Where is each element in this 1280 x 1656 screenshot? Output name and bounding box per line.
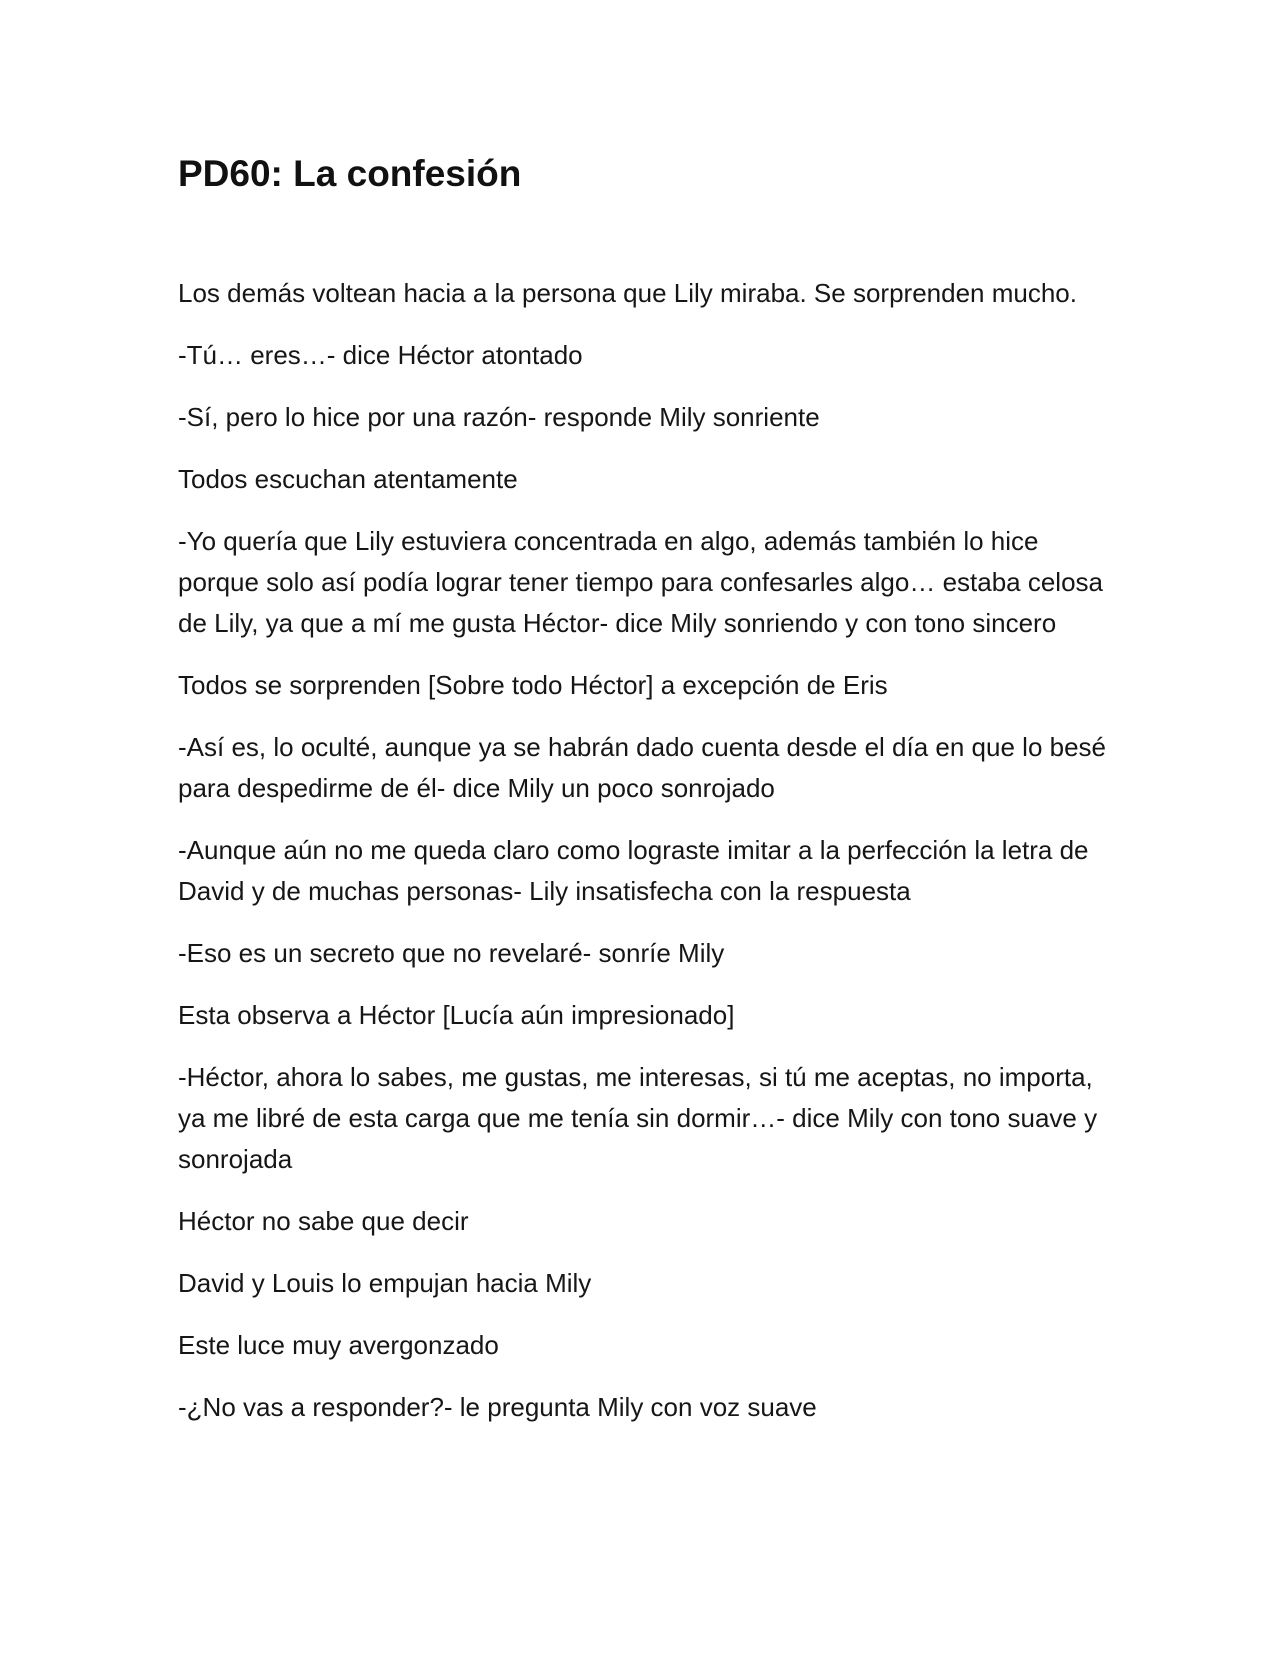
paragraph: Todos escuchan atentamente: [178, 464, 518, 494]
paragraph: -Héctor, ahora lo sabes, me gustas, me interesas, si tú me aceptas, no importa, ya me libré de esta carga que me tenía sin dormir…- dice Mily con tono suave y sonrojada: [178, 1062, 1098, 1174]
paragraph: -Sí, pero lo hice por una razón- responde Mily sonriente: [178, 402, 820, 432]
paragraph: Este luce muy avergonzado: [178, 1330, 499, 1360]
paragraph: -¿No vas a responder?- le pregunta Mily con voz suave: [178, 1392, 817, 1422]
paragraph: Héctor no sabe que decir: [178, 1206, 469, 1236]
paragraph: -Así es, lo oculté, aunque ya se habrán dado cuenta desde el día en que lo besé para despedirme de él- dice Mily un poco sonrojado: [178, 732, 1107, 803]
paragraph: -Tú… eres…- dice Héctor atontado: [178, 340, 583, 370]
paragraph: -Eso es un secreto que no revelaré- sonríe Mily: [178, 938, 725, 968]
paragraph: -Yo quería que Lily estuviera concentrada en algo, además también lo hice porque solo así podía lograr tener tiempo para confesarles algo… estaba celosa de Lily, ya que a mí me gusta Héctor- dice Mily sonriendo y con tono sincero: [178, 526, 1104, 638]
paragraph: Esta observa a Héctor [Lucía aún impresionado]: [178, 1000, 735, 1030]
document-body: [178, 273, 1108, 1428]
paragraph: Los demás voltean hacia a la persona que Lily miraba. Se sorprenden mucho.: [178, 278, 1077, 308]
paragraph: -Aunque aún no me queda claro como lograste imitar a la perfección la letra de David y de muchas personas- Lily insatisfecha con la respuesta: [178, 835, 1089, 906]
document-content: [178, 148, 1108, 1449]
paragraph: David y Louis lo empujan hacia Mily: [178, 1268, 592, 1298]
paragraph: Todos se sorprenden [Sobre todo Héctor] a excepción de Eris: [178, 670, 888, 700]
document-title: PD60: La confesión: [178, 153, 522, 194]
